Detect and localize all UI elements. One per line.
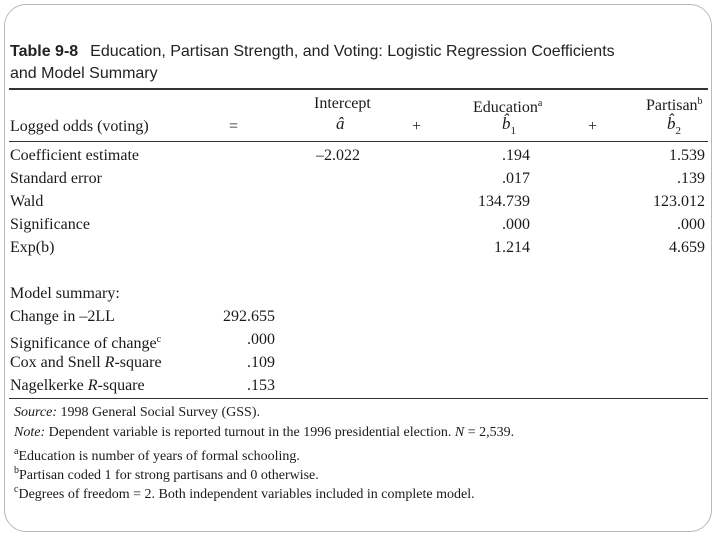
row-education: 134.739 xyxy=(478,193,530,210)
note-n: N xyxy=(454,425,465,440)
header-plus-1: + xyxy=(412,118,422,135)
header-equals: = xyxy=(229,118,239,135)
bottom-rule xyxy=(9,398,708,399)
summary-label xyxy=(10,376,145,396)
note-n-value: = 2,539. xyxy=(464,425,515,440)
source-text: 1998 General Social Survey (GSS). xyxy=(57,405,260,420)
top-rule xyxy=(9,88,708,90)
summary-value: 292.655 xyxy=(223,308,275,325)
note-label: Note: xyxy=(14,425,46,440)
summary-label-italic: R xyxy=(104,354,115,371)
row-education: .194 xyxy=(502,147,530,164)
header-b1 xyxy=(502,114,516,141)
summary-label-post: -square xyxy=(97,377,145,394)
header-b2-sub: 2 xyxy=(675,125,681,137)
header-education-label: Education xyxy=(473,99,538,116)
row-label: Significance xyxy=(10,216,90,233)
footnote-c-text: Degrees of freedom = 2. Both independent variables included in complete model. xyxy=(18,487,475,502)
footnote-c-mark: c xyxy=(14,484,19,495)
footnote-a-text: Education is number of years of formal schooling. xyxy=(18,449,300,464)
header-partisan-sup: b xyxy=(697,96,703,107)
header-partisan-label: Partisan xyxy=(646,97,698,114)
summary-value: .109 xyxy=(247,354,275,371)
footnote-c xyxy=(14,481,475,504)
header-partisan xyxy=(646,92,703,116)
header-intercept: Intercept xyxy=(314,95,371,112)
summary-label xyxy=(10,353,162,373)
row-partisan: .139 xyxy=(677,170,705,187)
summary-label-text: Significance of change xyxy=(10,335,157,352)
summary-label: Change in –2LL xyxy=(10,308,115,325)
row-label: Wald xyxy=(10,193,44,210)
row-education: .017 xyxy=(502,170,530,187)
header-row-label: Logged odds (voting) xyxy=(10,118,149,135)
header-a-hat: â xyxy=(336,114,345,133)
summary-value: .153 xyxy=(247,377,275,394)
table-number: Table 9-8 xyxy=(10,43,79,60)
row-education: .000 xyxy=(502,216,530,233)
table-title-line-1 xyxy=(10,41,710,63)
summary-label-pre: Nagelkerke xyxy=(10,377,88,394)
table-title-line-2: and Model Summary xyxy=(10,65,158,82)
row-label: Coefficient estimate xyxy=(10,147,139,164)
header-b1-sub: 1 xyxy=(510,125,516,137)
row-intercept: –2.022 xyxy=(316,147,360,164)
table-title-text: Education, Partisan Strength, and Voting: Logistic Regression Coefficients xyxy=(90,43,615,60)
header-rule xyxy=(9,141,708,142)
footnote-b-mark: b xyxy=(14,465,19,476)
summary-label-sup: c xyxy=(156,334,162,345)
note-text: Dependent variable is reported turnout in the 1996 presidential election. xyxy=(45,425,455,440)
row-partisan: 123.012 xyxy=(653,193,705,210)
source-label: Source: xyxy=(14,405,58,420)
model-summary-heading: Model summary: xyxy=(10,285,120,302)
row-education: 1.214 xyxy=(494,239,530,256)
summary-value: .000 xyxy=(247,331,275,348)
footnote-b-text: Partisan coded 1 for strong partisans and 0 otherwise. xyxy=(19,468,319,483)
row-label: Standard error xyxy=(10,170,102,187)
general-note xyxy=(14,424,514,442)
row-partisan: .000 xyxy=(677,216,705,233)
table-title xyxy=(10,41,710,85)
row-partisan: 4.659 xyxy=(669,239,705,256)
footnote-a-mark: a xyxy=(14,446,19,457)
header-b2-symbol: b̂ xyxy=(667,114,676,133)
header-b2 xyxy=(667,114,681,141)
summary-label xyxy=(10,330,161,354)
row-partisan: 1.539 xyxy=(669,147,705,164)
header-plus-2: + xyxy=(588,118,598,135)
summary-label-pre: Cox and Snell xyxy=(10,354,105,371)
summary-label-post: -square xyxy=(114,354,162,371)
source-note xyxy=(14,404,260,422)
header-education-sup: a xyxy=(537,98,543,109)
header-b1-symbol: b̂ xyxy=(502,114,511,133)
summary-label-italic: R xyxy=(87,377,98,394)
row-label: Exp(b) xyxy=(10,239,55,256)
